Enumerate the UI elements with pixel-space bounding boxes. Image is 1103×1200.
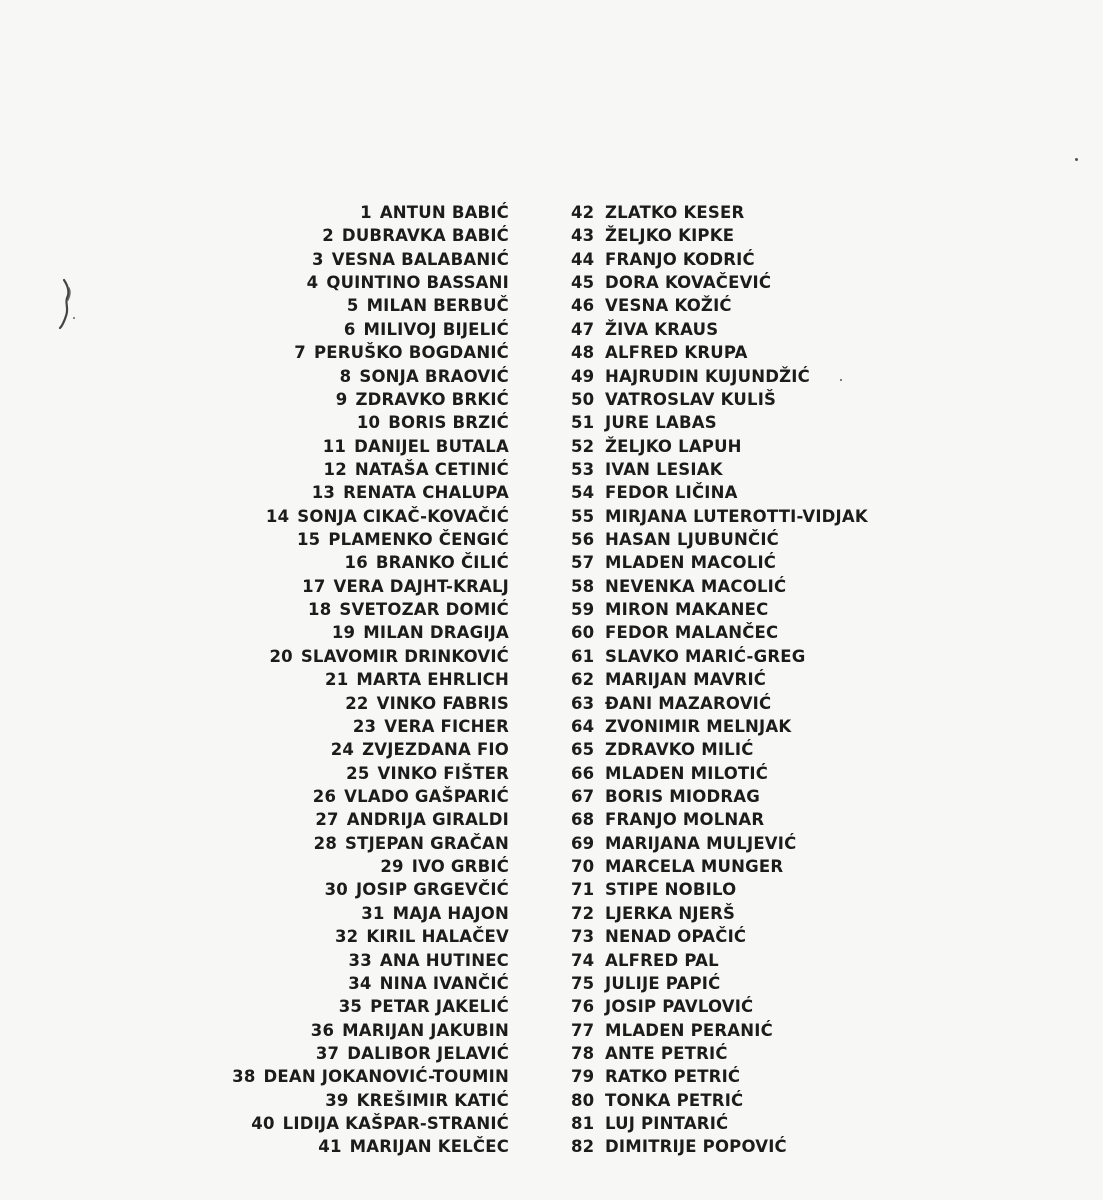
entry-number: 12 — [323, 459, 347, 479]
entry-name: NATAŠA CETINIĆ — [354, 459, 509, 479]
entry-number: 15 — [296, 530, 321, 550]
entry-number: 70 — [571, 857, 595, 877]
entry-number: 47 — [571, 319, 595, 339]
entry-number: 77 — [571, 1020, 595, 1040]
entry-name: MILAN BERBUČ — [366, 296, 509, 316]
entry-number: 6 — [343, 319, 356, 339]
entry-number: 61 — [571, 646, 595, 666]
list-item — [232, 925, 509, 948]
entry-number: 60 — [571, 623, 595, 643]
list-item — [571, 855, 868, 878]
entry-name: ZDRAVKO MILIĆ — [605, 740, 754, 760]
list-item — [232, 878, 509, 901]
entry-name: NENAD OPAČIĆ — [605, 927, 747, 947]
entry-number: 9 — [335, 389, 348, 409]
entry-name: DEAN JOKANOVIĆ-TOUMIN — [263, 1067, 509, 1087]
entry-name: FRANJO KODRIĆ — [605, 249, 755, 269]
entry-number: 79 — [571, 1067, 595, 1087]
entry-number: 10 — [356, 413, 381, 433]
entry-name: ANTUN BABIĆ — [379, 203, 509, 222]
entry-number: 67 — [571, 786, 595, 806]
entry-number: 75 — [571, 973, 595, 993]
entry-name: ŽELJKO LAPUH — [605, 436, 742, 456]
list-item — [232, 855, 509, 878]
list-item — [232, 201, 509, 224]
list-item — [232, 388, 509, 411]
entry-number: 13 — [311, 483, 336, 503]
list-item — [571, 715, 868, 738]
entry-number: 28 — [313, 833, 338, 853]
entry-name: VERA DAJHT-KRALJ — [333, 576, 509, 596]
entry-name: MARIJAN KELČEC — [349, 1137, 509, 1157]
entry-number: 32 — [334, 927, 359, 947]
list-item — [232, 1089, 509, 1112]
entry-name: MARIJAN JAKUBIN — [342, 1020, 509, 1040]
entry-number: 44 — [571, 249, 595, 269]
entry-number: 57 — [571, 553, 595, 573]
list-item — [571, 481, 868, 504]
entry-name: ANA HUTINEC — [379, 950, 509, 970]
list-item — [232, 248, 509, 271]
entry-name: DIMITRIJE POPOVIĆ — [605, 1137, 787, 1157]
list-item — [571, 294, 868, 317]
left-name-column — [232, 201, 509, 1159]
entry-number: 72 — [571, 903, 595, 923]
list-item — [571, 1089, 868, 1112]
list-item — [232, 668, 509, 691]
entry-number: 35 — [338, 997, 363, 1017]
list-item — [571, 1019, 868, 1042]
list-item — [571, 1112, 868, 1135]
list-item — [232, 271, 509, 294]
entry-name: HAJRUDIN KUJUNDŽIĆ — [605, 366, 810, 386]
entry-number: 37 — [315, 1043, 340, 1063]
list-item — [571, 388, 868, 411]
entry-name: MLADEN MACOLIĆ — [605, 553, 777, 573]
list-item — [232, 365, 509, 388]
list-item — [232, 785, 509, 808]
list-item — [232, 902, 509, 925]
entry-number: 33 — [348, 950, 372, 970]
entry-name: PERUŠKO BOGDANIĆ — [313, 343, 509, 363]
entry-name: SVETOZAR DOMIĆ — [339, 600, 509, 620]
entry-number: 36 — [310, 1020, 335, 1040]
entry-number: 71 — [571, 880, 595, 900]
entry-name: RENATA CHALUPA — [343, 483, 509, 503]
list-item — [571, 224, 868, 247]
list-item — [232, 1042, 509, 1065]
entry-name: FEDOR LIČINA — [605, 483, 738, 503]
list-item — [571, 341, 868, 364]
list-item — [232, 505, 509, 528]
list-item — [232, 1112, 509, 1135]
list-item — [571, 458, 868, 481]
list-item — [571, 972, 868, 995]
entry-name: MARCELA MUNGER — [605, 857, 784, 877]
list-item — [571, 318, 868, 341]
entry-name: MIRJANA LUTEROTTI-VIDJAK — [605, 506, 868, 526]
entry-number: 66 — [571, 763, 595, 783]
list-item — [571, 949, 868, 972]
list-item — [571, 808, 868, 831]
list-item — [571, 1042, 868, 1065]
entry-number: 80 — [571, 1090, 595, 1110]
entry-number: 73 — [571, 927, 595, 947]
entry-number: 8 — [339, 366, 352, 386]
entry-name: FRANJO MOLNAR — [605, 810, 765, 830]
entry-name: LJERKA NJERŠ — [605, 903, 736, 923]
entry-number: 64 — [571, 716, 595, 736]
list-item — [571, 435, 868, 458]
entry-number: 59 — [571, 600, 595, 620]
entry-name: IVAN LESIAK — [605, 459, 723, 479]
list-item — [571, 995, 868, 1018]
entry-name: ALFRED KRUPA — [605, 343, 748, 363]
entry-name: QUINTINO BASSANI — [326, 273, 509, 293]
list-item — [232, 692, 509, 715]
entry-name: VESNA BALABANIĆ — [331, 249, 509, 269]
entry-name: MARIJANA MULJEVIĆ — [605, 833, 797, 853]
entry-name: ZLATKO KESER — [605, 203, 745, 222]
entry-number: 1 — [360, 203, 372, 222]
entry-number: 21 — [325, 670, 349, 690]
list-item — [571, 365, 868, 388]
entry-name: STIPE NOBILO — [605, 880, 737, 900]
list-item — [232, 715, 509, 738]
list-item — [232, 949, 509, 972]
list-item — [232, 645, 509, 668]
entry-number: 48 — [571, 343, 595, 363]
entry-number: 58 — [571, 576, 595, 596]
list-item — [571, 925, 868, 948]
entry-name: JURE LABAS — [605, 413, 717, 433]
list-item — [571, 621, 868, 644]
entry-number: 46 — [571, 296, 595, 316]
ink-smudge — [56, 278, 78, 330]
entry-number: 16 — [344, 553, 368, 573]
list-item — [232, 762, 509, 785]
entry-name: ĐANI MAZAROVIĆ — [605, 693, 772, 713]
entry-name: VINKO FIŠTER — [377, 763, 509, 783]
list-item — [571, 645, 868, 668]
entry-number: 42 — [571, 203, 595, 222]
list-item — [232, 598, 509, 621]
entry-number: 39 — [325, 1090, 349, 1110]
entry-number: 54 — [571, 483, 595, 503]
entry-number: 41 — [318, 1137, 342, 1157]
list-item — [232, 738, 509, 761]
entry-number: 78 — [571, 1043, 595, 1063]
entry-number: 45 — [571, 273, 595, 293]
entry-number: 38 — [232, 1067, 256, 1087]
list-item — [232, 832, 509, 855]
entry-name: NEVENKA MACOLIĆ — [605, 576, 787, 596]
list-item — [232, 458, 509, 481]
entry-name: MARTA EHRLICH — [356, 670, 509, 690]
entry-number: 14 — [265, 506, 290, 526]
entry-name: RATKO PETRIĆ — [605, 1067, 741, 1087]
entry-name: ZVJEZDANA FIO — [362, 740, 509, 760]
entry-number: 19 — [331, 623, 356, 643]
list-item — [571, 1065, 868, 1088]
entry-number: 11 — [322, 436, 347, 456]
entry-name: MAJA HAJON — [392, 903, 509, 923]
entry-name: VLADO GAŠPARIĆ — [344, 786, 509, 806]
list-item — [571, 528, 868, 551]
entry-number: 52 — [571, 436, 595, 456]
entry-number: 20 — [269, 646, 293, 666]
entry-name: ANDRIJA GIRALDI — [346, 810, 509, 830]
entry-name: MLADEN MILOTIĆ — [605, 763, 769, 783]
list-item — [232, 808, 509, 831]
list-item — [232, 341, 509, 364]
list-item — [232, 575, 509, 598]
list-item — [571, 785, 868, 808]
entry-number: 76 — [571, 997, 595, 1017]
entry-name: FEDOR MALANČEC — [605, 623, 779, 643]
entry-name: VESNA KOŽIĆ — [605, 296, 732, 316]
entry-name: JOSIP GRGEVČIĆ — [355, 880, 509, 900]
entry-name: HASAN LJUBUNČIĆ — [605, 530, 779, 550]
list-item — [571, 902, 868, 925]
entry-name: STJEPAN GRAČAN — [345, 833, 509, 853]
entry-number: 65 — [571, 740, 595, 760]
list-item — [232, 294, 509, 317]
entry-name: BORIS BRZIĆ — [388, 413, 509, 433]
list-item — [232, 621, 509, 644]
entry-name: MILIVOJ BIJELIĆ — [363, 319, 509, 339]
list-item — [232, 1135, 509, 1158]
entry-number: 17 — [302, 576, 326, 596]
entry-name: JULIJE PAPIĆ — [605, 973, 721, 993]
entry-name: JOSIP PAVLOVIĆ — [605, 997, 754, 1017]
entry-name: IVO GRBIĆ — [411, 857, 509, 877]
entry-name: BRANKO ČILIĆ — [375, 553, 509, 573]
entry-number: 23 — [352, 716, 377, 736]
entry-number: 4 — [306, 273, 319, 293]
entry-name: LIDIJA KAŠPAR-STRANIĆ — [282, 1114, 509, 1134]
list-item — [232, 435, 509, 458]
entry-name: VATROSLAV KULIŠ — [605, 389, 777, 409]
entry-number: 25 — [346, 763, 370, 783]
entry-name: MLADEN PERANIĆ — [605, 1020, 773, 1040]
entry-name: ALFRED PAL — [605, 950, 719, 970]
list-item — [571, 598, 868, 621]
list-item — [232, 224, 509, 247]
entry-name: DORA KOVAČEVIĆ — [605, 273, 772, 293]
list-item — [232, 481, 509, 504]
entry-number: 56 — [571, 530, 595, 550]
entry-number: 18 — [308, 600, 332, 620]
entry-name: ANTE PETRIĆ — [605, 1043, 728, 1063]
entry-number: 22 — [345, 693, 369, 713]
entry-number: 40 — [251, 1114, 275, 1134]
list-item — [571, 411, 868, 434]
entry-number: 81 — [571, 1114, 595, 1134]
list-item — [571, 878, 868, 901]
entry-number: 43 — [571, 226, 595, 246]
entry-name: KIRIL HALAČEV — [366, 927, 509, 947]
list-item — [571, 551, 868, 574]
list-item — [232, 318, 509, 341]
entry-name: TONKA PETRIĆ — [605, 1090, 744, 1110]
paper-speck — [1075, 158, 1078, 161]
list-item — [232, 528, 509, 551]
entry-number: 24 — [330, 740, 355, 760]
entry-number: 50 — [571, 389, 595, 409]
entry-number: 62 — [571, 670, 595, 690]
entry-number: 69 — [571, 833, 595, 853]
list-item — [571, 1135, 868, 1158]
entry-number: 29 — [380, 857, 404, 877]
entry-name: MIRON MAKANEC — [605, 600, 769, 620]
entry-number: 3 — [312, 249, 324, 269]
list-item — [571, 201, 868, 224]
list-item — [571, 248, 868, 271]
entry-name: ZDRAVKO BRKIĆ — [355, 389, 509, 409]
entry-name: SLAVKO MARIĆ-GREG — [605, 646, 806, 666]
entry-number: 51 — [571, 413, 595, 433]
list-item — [232, 411, 509, 434]
entry-name: SONJA BRAOVIĆ — [359, 366, 509, 386]
list-item — [571, 271, 868, 294]
entry-number: 34 — [348, 973, 372, 993]
entry-name: DANIJEL BUTALA — [354, 436, 509, 456]
entry-number: 74 — [571, 950, 595, 970]
entry-name: VERA FICHER — [384, 716, 509, 736]
list-item — [232, 995, 509, 1018]
right-name-column — [571, 201, 868, 1159]
list-item — [571, 668, 868, 691]
entry-name: ŽELJKO KIPKE — [605, 226, 735, 246]
list-item — [571, 575, 868, 598]
list-item — [232, 1019, 509, 1042]
entry-name: MARIJAN MAVRIĆ — [605, 670, 767, 690]
entry-number: 55 — [571, 506, 595, 526]
entry-name: DUBRAVKA BABIĆ — [341, 226, 509, 246]
entry-number: 63 — [571, 693, 595, 713]
entry-name: SLAVOMIR DRINKOVIĆ — [300, 646, 509, 666]
entry-name: ZVONIMIR MELNJAK — [605, 716, 792, 736]
entry-name: NINA IVANČIĆ — [379, 973, 509, 993]
entry-number: 30 — [324, 880, 348, 900]
list-item — [232, 1065, 509, 1088]
entry-number: 82 — [571, 1137, 595, 1157]
entry-number: 26 — [312, 786, 337, 806]
list-item — [232, 551, 509, 574]
entry-number: 53 — [571, 459, 595, 479]
entry-number: 49 — [571, 366, 595, 386]
entry-number: 27 — [315, 810, 339, 830]
entry-name: MILAN DRAGIJA — [363, 623, 509, 643]
entry-name: SONJA CIKAČ-KOVAČIĆ — [297, 506, 509, 526]
entry-number: 7 — [294, 343, 306, 363]
list-item — [571, 738, 868, 761]
entry-name: VINKO FABRIS — [376, 693, 509, 713]
list-item — [571, 505, 868, 528]
list-item — [571, 762, 868, 785]
entry-name: DALIBOR JELAVIĆ — [347, 1043, 509, 1063]
entry-name: LUJ PINTARIĆ — [605, 1114, 729, 1134]
entry-name: ŽIVA KRAUS — [605, 319, 719, 339]
entry-name: BORIS MIODRAG — [605, 786, 760, 806]
entry-name: PLAMENKO ČENGIĆ — [328, 530, 509, 550]
entry-name: PETAR JAKELIĆ — [370, 997, 509, 1017]
list-item — [571, 832, 868, 855]
entry-number: 5 — [346, 296, 359, 316]
list-item — [232, 972, 509, 995]
entry-number: 2 — [322, 226, 334, 246]
entry-name: KREŠIMIR KATIĆ — [356, 1090, 509, 1110]
entry-number: 31 — [361, 903, 385, 923]
entry-number: 68 — [571, 810, 595, 830]
list-item — [571, 692, 868, 715]
